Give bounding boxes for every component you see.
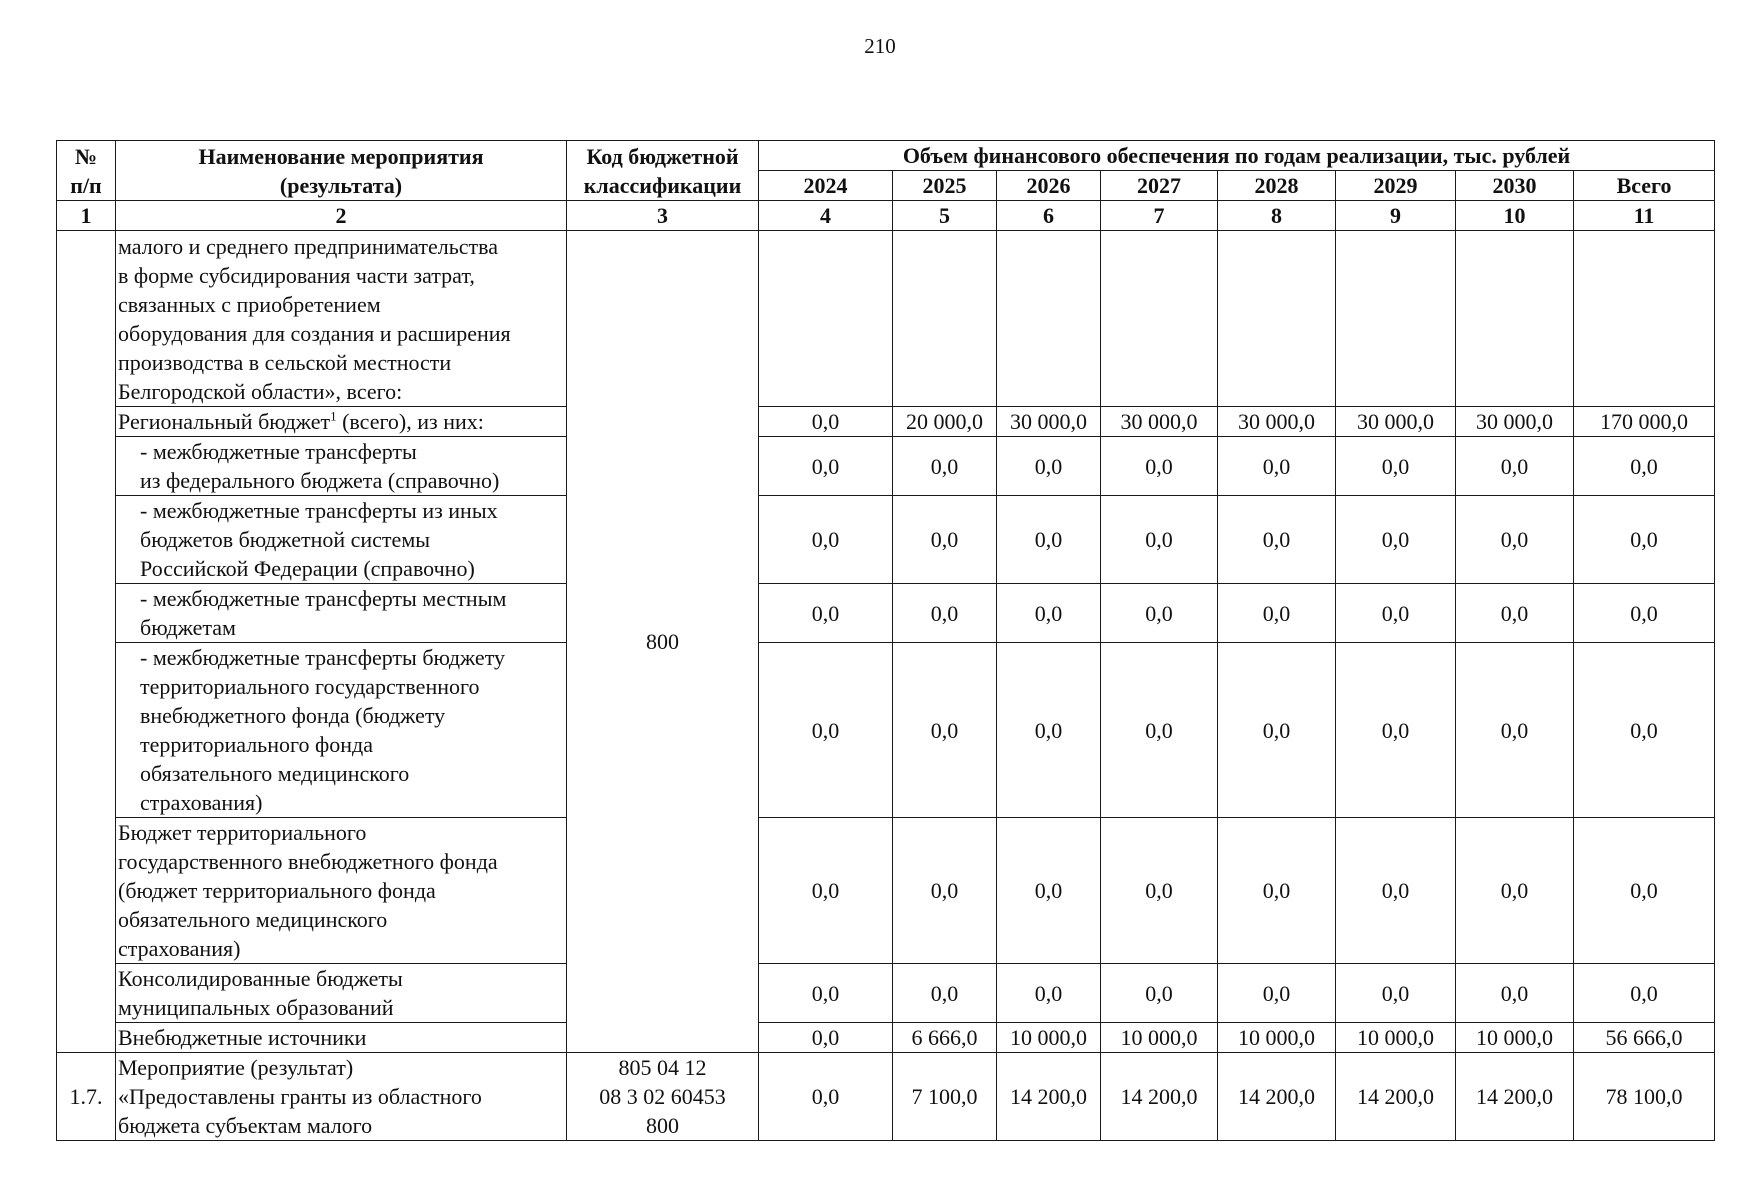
value-cell: 0,0 — [1456, 437, 1574, 496]
value-cell: 14 200,0 — [997, 1053, 1101, 1141]
row-label: - межбюджетные трансферты из иных бюджетов бюджетной системы Российской Федерации (справочно) — [116, 496, 567, 584]
value-cell: 56 666,0 — [1574, 1023, 1715, 1053]
value-cell: 0,0 — [893, 584, 997, 643]
row-label: - межбюджетные трансферты местным бюджетам — [116, 584, 567, 643]
header-year: 2024 — [759, 171, 893, 201]
value-cell: 0,0 — [893, 964, 997, 1023]
row-label: Региональный бюджет$^1$ (всего), из них: — [116, 407, 567, 437]
value-cell: 14 200,0 — [1336, 1053, 1456, 1141]
value-cell: 0,0 — [1336, 643, 1456, 818]
value-cell: 0,0 — [997, 437, 1101, 496]
value-cell: 14 200,0 — [1218, 1053, 1336, 1141]
table-row — [57, 496, 1715, 584]
column-number: 1 — [57, 201, 116, 231]
value-cell: 0,0 — [759, 437, 893, 496]
value-cell — [1574, 231, 1715, 407]
item-name: малого и среднего предпринимательства в форме субсидирования части затрат, связанных с приобретением оборудования для создания и расширения производства в сельской местности Белгородской области», всего: — [116, 231, 567, 407]
row-label: Внебюджетные источники — [116, 1023, 567, 1053]
value-cell: 170 000,0 — [1574, 407, 1715, 437]
table-row — [57, 231, 1715, 407]
table-row — [57, 584, 1715, 643]
value-cell: 0,0 — [1456, 584, 1574, 643]
value-cell — [1336, 231, 1456, 407]
item-name: Мероприятие (результат) «Предоставлены гранты из областного бюджета субъектам малого — [116, 1053, 567, 1141]
value-cell: 0,0 — [1456, 964, 1574, 1023]
value-cell: 30 000,0 — [1101, 407, 1218, 437]
value-cell: 0,0 — [997, 584, 1101, 643]
value-cell: 0,0 — [1101, 818, 1218, 964]
value-cell: 0,0 — [759, 496, 893, 584]
column-number: 7 — [1101, 201, 1218, 231]
value-cell: 0,0 — [759, 964, 893, 1023]
column-number: 2 — [116, 201, 567, 231]
value-cell: 30 000,0 — [1456, 407, 1574, 437]
table-row — [57, 437, 1715, 496]
value-cell: 30 000,0 — [997, 407, 1101, 437]
value-cell: 0,0 — [759, 584, 893, 643]
value-cell: 14 200,0 — [1456, 1053, 1574, 1141]
financing-table — [56, 140, 1715, 1141]
value-cell: 10 000,0 — [997, 1023, 1101, 1053]
budget-code: 800 — [567, 231, 759, 1053]
value-cell: 0,0 — [759, 407, 893, 437]
value-cell: 0,0 — [1574, 818, 1715, 964]
value-cell: 0,0 — [1336, 818, 1456, 964]
value-cell: 0,0 — [759, 643, 893, 818]
value-cell: 0,0 — [1218, 496, 1336, 584]
value-cell: 14 200,0 — [1101, 1053, 1218, 1141]
budget-code: 805 04 12 08 3 02 60453 800 — [567, 1053, 759, 1141]
column-number: 4 — [759, 201, 893, 231]
value-cell: 0,0 — [893, 818, 997, 964]
value-cell: 0,0 — [997, 496, 1101, 584]
header-year: 2026 — [997, 171, 1101, 201]
value-cell: 0,0 — [1218, 437, 1336, 496]
value-cell: 0,0 — [1336, 964, 1456, 1023]
value-cell: 30 000,0 — [1218, 407, 1336, 437]
row-label: - межбюджетные трансферты из федерального бюджета (справочно) — [116, 437, 567, 496]
value-cell: 0,0 — [1574, 437, 1715, 496]
value-cell: 20 000,0 — [893, 407, 997, 437]
value-cell — [893, 231, 997, 407]
value-cell — [997, 231, 1101, 407]
column-number: 10 — [1456, 201, 1574, 231]
value-cell: 0,0 — [1101, 584, 1218, 643]
header-year: 2028 — [1218, 171, 1336, 201]
value-cell — [1456, 231, 1574, 407]
row-label: Бюджет территориального государственного внебюджетного фонда (бюджет территориального фонда обязательного медицинского страхования) — [116, 818, 567, 964]
value-cell: 0,0 — [997, 818, 1101, 964]
value-cell — [1101, 231, 1218, 407]
value-cell: 0,0 — [1101, 496, 1218, 584]
header-year: 2029 — [1336, 171, 1456, 201]
value-cell: 0,0 — [1336, 437, 1456, 496]
value-cell: 0,0 — [1218, 818, 1336, 964]
row-label: - межбюджетные трансферты бюджету территориального государственного внебюджетного фонда (бюджету территориального фонда обязательного медицинского страхования) — [116, 643, 567, 818]
value-cell: 0,0 — [1574, 964, 1715, 1023]
row-label: Консолидированные бюджеты муниципальных образований — [116, 964, 567, 1023]
value-cell: 0,0 — [759, 1053, 893, 1141]
column-number: 6 — [997, 201, 1101, 231]
header-year: 2025 — [893, 171, 997, 201]
value-cell: 10 000,0 — [1218, 1023, 1336, 1053]
value-cell: 6 666,0 — [893, 1023, 997, 1053]
value-cell — [759, 231, 893, 407]
table-row — [57, 1053, 1715, 1141]
value-cell: 0,0 — [893, 496, 997, 584]
value-cell: 0,0 — [1101, 643, 1218, 818]
value-cell: 0,0 — [1218, 643, 1336, 818]
value-cell: 0,0 — [1574, 643, 1715, 818]
table-row — [57, 818, 1715, 964]
table-row — [57, 1023, 1715, 1053]
value-cell: 0,0 — [1574, 496, 1715, 584]
value-cell: 0,0 — [759, 1023, 893, 1053]
page-number: 210 — [864, 34, 896, 58]
column-number: 5 — [893, 201, 997, 231]
value-cell: 0,0 — [893, 437, 997, 496]
header-year: 2030 — [1456, 171, 1574, 201]
footnote-mark: 1 — [330, 408, 337, 424]
value-cell: 10 000,0 — [1336, 1023, 1456, 1053]
value-cell: 0,0 — [1101, 964, 1218, 1023]
header-np: № п/п — [57, 141, 116, 201]
column-number: 3 — [567, 201, 759, 231]
table-row — [57, 407, 1715, 437]
table-row — [57, 643, 1715, 818]
header-name: Наименование мероприятия (результата) — [116, 141, 567, 201]
column-number: 9 — [1336, 201, 1456, 231]
table-row — [57, 964, 1715, 1023]
value-cell: 10 000,0 — [1101, 1023, 1218, 1053]
value-cell: 0,0 — [1336, 496, 1456, 584]
value-cell: 0,0 — [1456, 496, 1574, 584]
value-cell: 30 000,0 — [1336, 407, 1456, 437]
value-cell: 0,0 — [1336, 584, 1456, 643]
value-cell: 0,0 — [893, 643, 997, 818]
value-cell: 0,0 — [1456, 818, 1574, 964]
header-year: 2027 — [1101, 171, 1218, 201]
header-code: Код бюджетной классификации — [567, 141, 759, 201]
column-numbers-row — [57, 201, 1715, 231]
value-cell: 0,0 — [1218, 964, 1336, 1023]
value-cell: 78 100,0 — [1574, 1053, 1715, 1141]
column-number: 11 — [1574, 201, 1715, 231]
value-cell: 10 000,0 — [1456, 1023, 1574, 1053]
value-cell — [1218, 231, 1336, 407]
value-cell: 0,0 — [1218, 584, 1336, 643]
header-total: Всего — [1574, 171, 1715, 201]
value-cell: 0,0 — [1574, 584, 1715, 643]
item-number-cell — [57, 231, 116, 1053]
value-cell: 7 100,0 — [893, 1053, 997, 1141]
value-cell: 0,0 — [1456, 643, 1574, 818]
column-number: 8 — [1218, 201, 1336, 231]
item-number: 1.7. — [57, 1053, 116, 1141]
header-volume: Объем финансового обеспечения по годам реализации, тыс. рублей — [759, 141, 1715, 171]
value-cell: 0,0 — [997, 964, 1101, 1023]
value-cell: 0,0 — [759, 818, 893, 964]
value-cell: 0,0 — [997, 643, 1101, 818]
value-cell: 0,0 — [1101, 437, 1218, 496]
